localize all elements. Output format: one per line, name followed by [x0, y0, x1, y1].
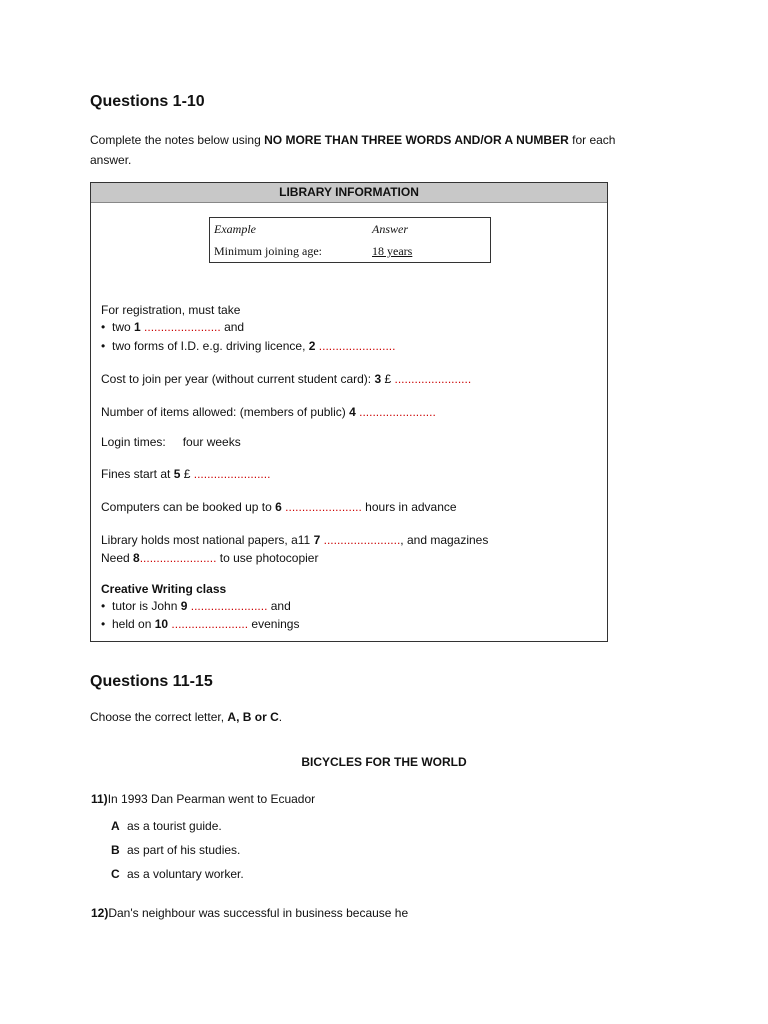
answer-blank-5[interactable]: .......................	[193, 467, 271, 481]
items-line	[101, 405, 436, 419]
library-information-header: LIBRARY INFORMATION	[91, 183, 607, 203]
option-11-a[interactable]	[111, 819, 222, 833]
item-text: two forms of I.D. e.g. driving licence,	[112, 339, 309, 353]
option-letter: B	[111, 843, 120, 857]
instr-text-end: .	[278, 710, 283, 724]
option-letter: C	[111, 867, 120, 881]
currency-symbol: £	[180, 467, 194, 481]
question-12-number: 12)	[91, 906, 109, 920]
item-text: two	[112, 320, 135, 334]
item-text-end: and	[267, 599, 291, 613]
question-number-6: 6	[275, 500, 282, 514]
section2-instructions	[90, 707, 282, 727]
question-11-text: In 1993 Dan Pearman went to Ecuador	[107, 792, 316, 806]
fines-line	[101, 467, 270, 481]
item-text: tutor is John	[112, 599, 181, 613]
option-11-b[interactable]	[111, 843, 240, 857]
computers-line	[101, 500, 457, 514]
bullet-item-1	[101, 320, 244, 334]
photocopier-line	[101, 551, 318, 565]
bullet-icon: •	[101, 339, 106, 353]
answer-blank-4[interactable]: .......................	[359, 405, 436, 419]
cost-line	[101, 372, 471, 386]
answer-blank-6[interactable]: .......................	[285, 500, 362, 514]
currency-symbol: £	[381, 372, 395, 386]
need-text-end: to use photocopier	[216, 551, 319, 565]
option-text: as part of his studies.	[127, 843, 241, 857]
login-label: Login times:	[101, 435, 166, 449]
item-text-end: evenings	[248, 617, 300, 631]
example-answer: 18 years	[372, 244, 413, 258]
papers-text: Library holds most national papers, a11	[101, 533, 314, 547]
answer-blank-1[interactable]: .......................	[144, 320, 221, 334]
bullet-item-2	[101, 339, 395, 353]
login-value: four weeks	[182, 435, 241, 449]
example-label: Example	[214, 222, 256, 236]
instr-text: Complete the notes below using	[90, 133, 265, 147]
creative-bullet-1	[101, 599, 291, 613]
example-box	[209, 217, 491, 263]
question-number-2: 2	[308, 339, 316, 353]
option-text: as a voluntary worker.	[127, 867, 244, 881]
login-line	[101, 435, 241, 449]
item-text: held on	[112, 617, 155, 631]
bullet-icon: •	[101, 320, 106, 334]
option-text: as a tourist guide.	[127, 819, 222, 833]
fines-text: Fines start at	[101, 467, 174, 481]
answer-blank-10[interactable]: .......................	[171, 617, 249, 631]
answer-blank-8[interactable]: .......................	[139, 551, 217, 565]
section-title-questions-1-10: Questions 1-10	[90, 93, 205, 110]
example-question: Minimum joining age:	[214, 244, 322, 258]
bullet-icon: •	[101, 617, 106, 631]
instr-bold: A, B or C	[227, 710, 279, 724]
need-text: Need	[101, 551, 134, 565]
section1-instructions	[90, 130, 650, 170]
instr-text: Choose the correct letter,	[90, 710, 228, 724]
papers-text-end: , and magazines	[400, 533, 489, 547]
instr-text-line2: answer.	[90, 153, 132, 167]
creative-bullet-2	[101, 617, 299, 631]
papers-line	[101, 533, 488, 547]
passage-subtitle-text: BICYCLES FOR THE WORLD	[301, 755, 467, 769]
question-11-number: 11)	[91, 792, 108, 806]
question-12	[91, 906, 408, 920]
item-text-end: and	[220, 320, 245, 334]
instr-text-end: for each	[568, 133, 616, 147]
answer-blank-9[interactable]: .......................	[190, 599, 268, 613]
question-11	[91, 792, 315, 806]
question-number-5: 5	[173, 467, 181, 481]
computers-text-end: hours in advance	[361, 500, 457, 514]
instr-bold: NO MORE THAN THREE WORDS AND/OR A NUMBER	[264, 133, 569, 147]
creative-writing-title: Creative Writing class	[101, 582, 227, 596]
question-number-4: 4	[349, 405, 356, 419]
computers-text: Computers can be booked up to	[101, 500, 276, 514]
answer-blank-3[interactable]: .......................	[394, 372, 472, 386]
question-number-8: 8	[133, 551, 140, 565]
question-number-3: 3	[374, 372, 382, 386]
cost-text: Cost to join per year (without current student card):	[101, 372, 375, 386]
registration-line: For registration, must take	[101, 303, 241, 317]
passage-subtitle	[0, 755, 768, 769]
question-12-text: Dan's neighbour was successful in business because he	[108, 906, 409, 920]
section-title-questions-11-15: Questions 11-15	[90, 673, 213, 690]
question-number-1: 1	[134, 320, 141, 334]
library-information-box	[90, 182, 608, 642]
answer-blank-2[interactable]: .......................	[318, 339, 396, 353]
question-number-7: 7	[313, 533, 321, 547]
question-number-9: 9	[180, 599, 188, 613]
question-number-10: 10	[154, 617, 169, 631]
bullet-icon: •	[101, 599, 106, 613]
answer-blank-7[interactable]: .......................	[323, 533, 401, 547]
option-letter: A	[111, 819, 120, 833]
option-11-c[interactable]	[111, 867, 244, 881]
answer-label: Answer	[372, 222, 408, 236]
items-text: Number of items allowed: (members of public)	[101, 405, 350, 419]
